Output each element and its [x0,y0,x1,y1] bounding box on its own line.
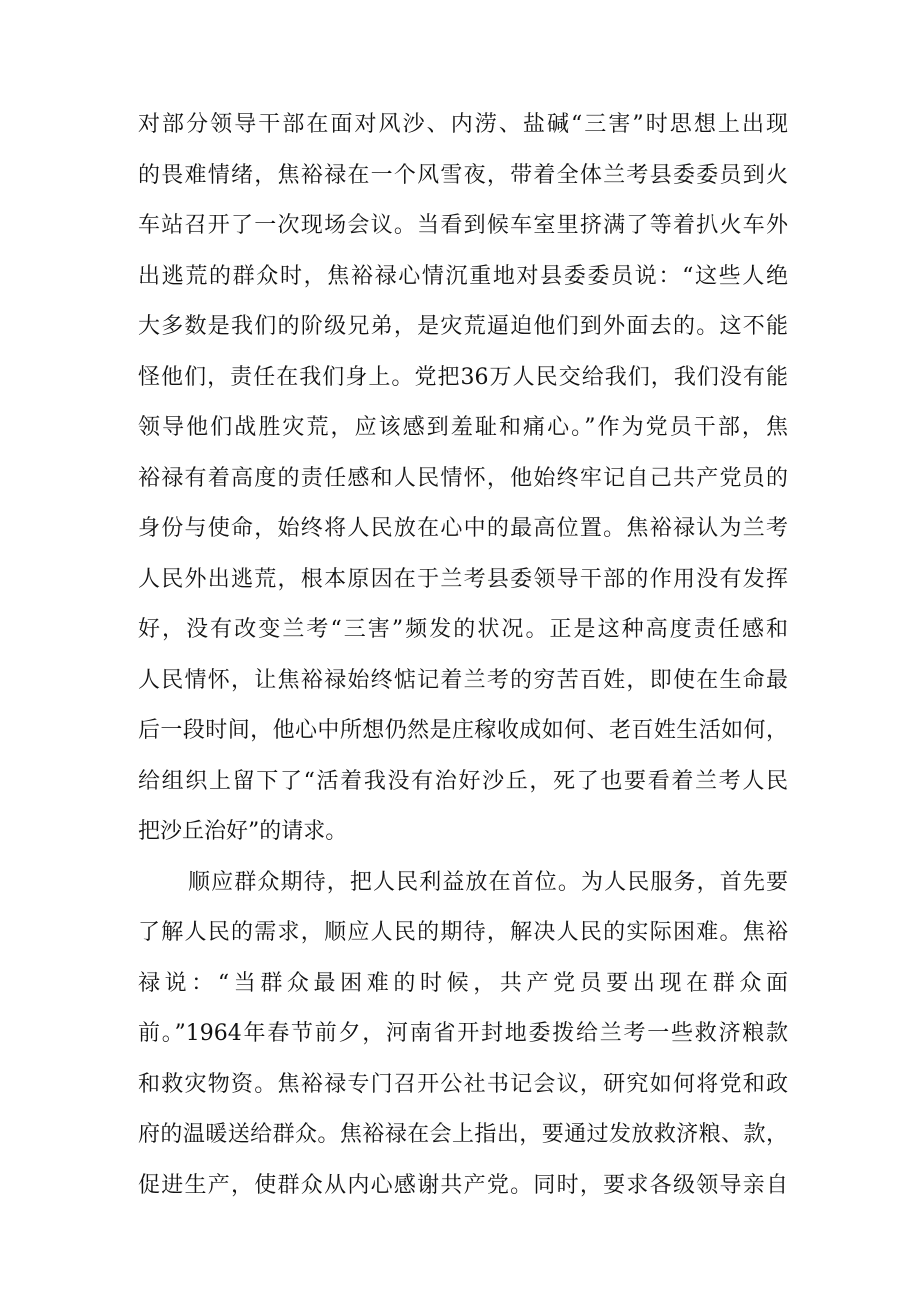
text-line: 把沙丘治好”的请求。 [138,819,348,844]
text-line: 人民情怀，让焦裕禄始终惦记着兰考的穷苦百姓，即使在生命最 [138,667,788,693]
text-line: 前。”1964年春节前夕，河南省开封地委拨给兰考一些救济粮款 [138,1021,788,1046]
text-line: 大多数是我们的阶级兄弟，是灾荒逼迫他们到外面去的。这不能 [138,314,788,339]
text-line: 给组织上留下了“活着我没有治好沙丘，死了也要看着兰考人民 [138,768,788,794]
text-line: 禄说：“当群众最困难的时候，共产党员要出现在群众面 [138,970,788,996]
text-line: 车站召开了一次现场会议。当看到候车室里挤满了等着扒火车外 [138,213,788,238]
paragraph-2 [138,858,788,1212]
text-line: 出逃荒的群众时，焦裕禄心情沉重地对县委委员说：“这些人绝 [138,263,788,289]
text-line: 促进生产，使群众从内心感谢共产党。同时，要求各级领导亲自 [138,1172,788,1198]
text-line: 后一段时间，他心中所想仍然是庄稼收成如何、老百姓生活如何， [138,718,788,743]
text-line: 怪他们，责任在我们身上。党把36万人民交给我们，我们没有能 [138,364,788,390]
text-line: 领导他们战胜灾荒，应该感到羞耻和痛心。”作为党员干部，焦 [138,415,788,440]
text-line: 和救灾物资。焦裕禄专门召开公社书记会议，研究如何将党和政 [138,1071,788,1097]
text-line: 裕禄有着高度的责任感和人民情怀，他始终牢记自己共产党员的 [138,465,788,491]
text-line: 好，没有改变兰考“三害”频发的状况。正是这种高度责任感和 [138,617,788,642]
text-line: 顺应群众期待，把人民利益放在首位。为人民服务，首先要 [188,869,788,895]
text-line: 对部分领导干部在面对风沙、内涝、盐碱“三害”时思想上出现 [138,112,788,137]
text-line: 身份与使命，始终将人民放在心中的最高位置。焦裕禄认为兰考 [138,516,788,541]
text-line: 人民外出逃荒，根本原因在于兰考县委领导干部的作用没有发挥 [138,566,788,592]
text-line: 的畏难情绪，焦裕禄在一个风雪夜，带着全体兰考县委委员到火 [138,162,788,188]
text-line: 府的温暖送给群众。焦裕禄在会上指出，要通过发放救济粮、款， [138,1122,788,1147]
paragraph-1 [138,100,788,858]
body-text [138,100,788,1211]
text-line: 了解人民的需求，顺应人民的期待，解决人民的实际困难。焦裕 [138,920,788,945]
